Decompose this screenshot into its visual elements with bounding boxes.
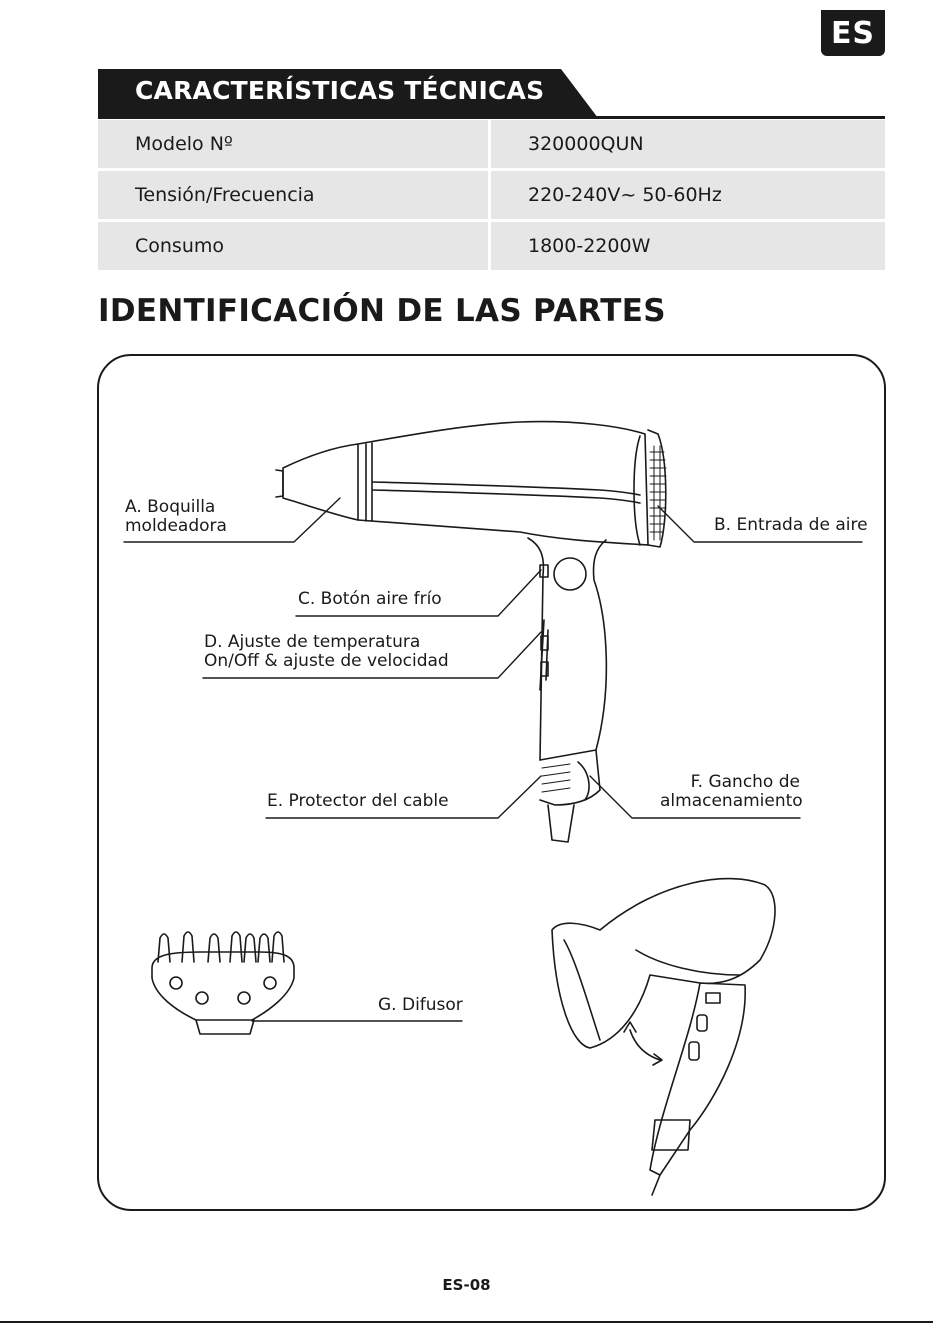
specs-title: CARACTERÍSTICAS TÉCNICAS <box>135 76 545 105</box>
callout-d-line1: D. Ajuste de temperatura <box>204 632 421 652</box>
folded-hair-dryer <box>552 879 775 1195</box>
callout-f-line1: F. Gancho de <box>690 772 800 792</box>
callout-b: B. Entrada de aire <box>714 515 868 535</box>
spec-value: 1800-2200W <box>491 222 885 270</box>
callout-c: C. Botón aire frío <box>298 589 442 609</box>
bottom-rule <box>0 1321 933 1323</box>
callout-a-line1: A. Boquilla <box>125 497 216 517</box>
page-number: ES-08 <box>442 1276 491 1294</box>
callout-lines <box>124 498 862 1021</box>
callout-f <box>660 772 803 811</box>
spec-label: Consumo <box>98 222 488 270</box>
callout-a <box>125 498 227 536</box>
callout-a-line2: moldeadora <box>125 516 227 536</box>
language-badge: ES <box>821 10 885 56</box>
callout-g: G. Difusor <box>378 995 463 1015</box>
callout-f-line2: almacenamiento <box>660 791 803 811</box>
spec-value: 320000QUN <box>491 120 885 168</box>
spec-value: 220-240V~ 50-60Hz <box>491 171 885 219</box>
callout-d-line2: On/Off & ajuste de velocidad <box>204 651 449 671</box>
parts-title: IDENTIFICACIÓN DE LAS PARTES <box>98 293 666 329</box>
callout-d <box>204 633 449 671</box>
callout-e: E. Protector del cable <box>267 791 449 811</box>
diffuser <box>152 932 294 1034</box>
spec-label: Modelo Nº <box>98 120 488 168</box>
spec-label: Tensión/Frecuencia <box>98 171 488 219</box>
